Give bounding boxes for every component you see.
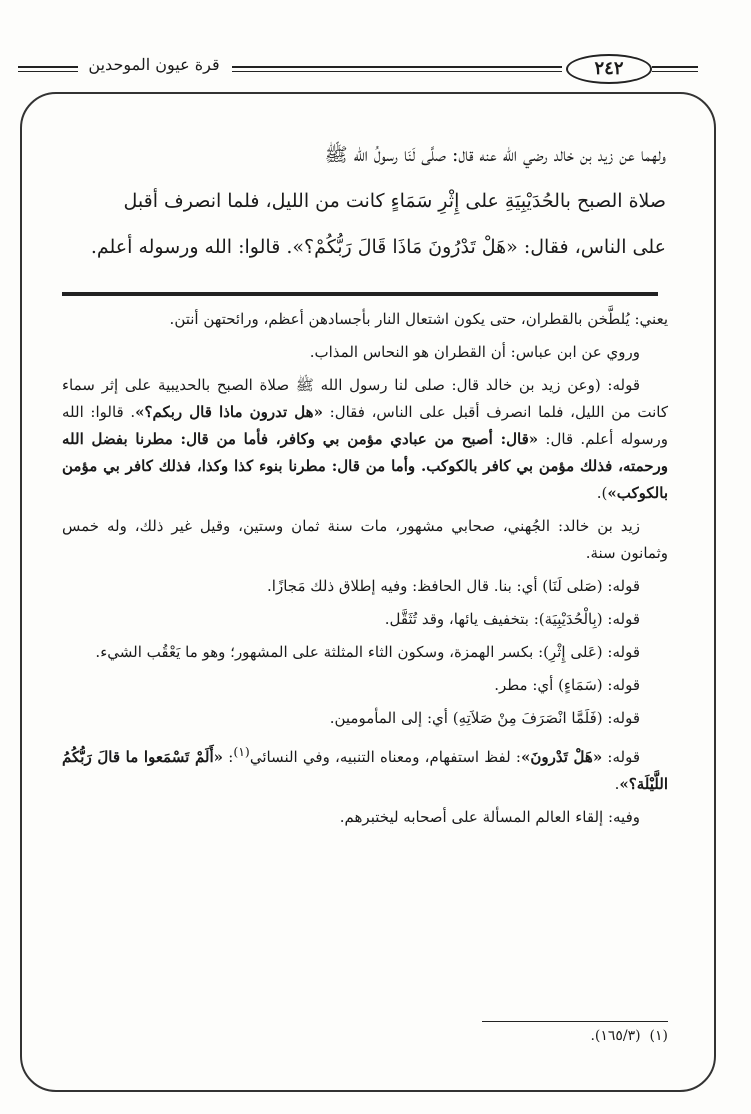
header-rule-right (652, 66, 698, 72)
commentary-paragraph: قوله: (فَلَمَّا انْصَرَفَ مِنْ صَلاَتِهِ) أي: إلى المأمومين. (329, 709, 640, 727)
text-run: قوله: (602, 748, 640, 766)
commentary (62, 306, 668, 837)
bold-quote: «هل تدرون ماذا قال ربكم؟» (135, 403, 323, 421)
commentary-paragraph (62, 738, 668, 798)
text-run: : (223, 748, 234, 766)
text-run: قوله: (وعن زيد بن خالد قال: صلى لنا رسول الله ﷺ صلاة الصبح بالحديبية على إثر سماء كانت من الليل، فلما انصرف أقبل على الناس، فقال: (62, 376, 668, 421)
commentary-paragraph: قوله: (بِالْحُدَيْبِيَة): بتخفيف يائها، وقد تُثَقَّل. (384, 610, 640, 628)
footnote-reference[interactable]: (١) (233, 744, 250, 759)
footnote-marker: (١) (649, 1028, 668, 1044)
hadith-matn (52, 132, 666, 270)
commentary-paragraph: زيد بن خالد: الجُهني، صحابي مشهور، مات سنة ثمان وستين، وقيل غير ذلك، وله خمس وثمانون سنة. (62, 517, 668, 562)
text-run: . (614, 775, 620, 793)
commentary-paragraph: وفيه: إلقاء العالم المسألة على أصحابه ليختبرهم. (339, 808, 640, 826)
commentary-paragraph: يعني: يُلطَّخن بالقطران، حتى يكون اشتعال النار بأجسادهن أعظم، ورائحتهن أنتن. (169, 310, 668, 328)
header-rule-left (18, 66, 78, 72)
commentary-paragraph (62, 372, 668, 507)
running-header-title: قرة عيون الموحدين (88, 55, 220, 74)
matn-line: ولهما عن زيد بن خالد رضي الله عنه قال: صلَّى لَنَا رسولُ الله ﷺ (324, 144, 666, 166)
commentary-paragraph: وروي عن ابن عباس: أن القطران هو النحاس المذاب. (309, 343, 640, 361)
text-run: ). (596, 484, 608, 502)
text-run: : لفظ استفهام، ومعناه التنبيه، وفي النسائي (249, 748, 521, 766)
footnote (482, 1028, 668, 1044)
commentary-paragraph: قوله: (صَلى لَنَا) أي: بنا. قال الحافظ: وفيه إطلاق ذلك مَجازًا. (267, 577, 640, 595)
commentary-paragraph: قوله: (سَمَاءٍ) أي: مطر. (494, 676, 640, 694)
matn-line: صلاة الصبح بالحُدَيْبِيَةِ على إِثْرِ سَمَاءٍ كانت من الليل، فلما انصرف أقبل (123, 190, 666, 212)
text-run: . قالوا: الله ورسوله أعلم. قال: (62, 403, 668, 448)
matn-separator-rule (62, 292, 658, 296)
bold-quote: «أَلَمْ تَسْمَعوا ما قالَ رَبُّكُمُ اللَّيْلَة؟» (62, 748, 668, 793)
commentary-paragraph: قوله: (عَلى إِثْرِ): بكسر الهمزة، وسكون الثاء المثلثة على المشهور؛ وهو ما يَعْقُب الشيء. (95, 643, 640, 661)
bold-quote: «هَلْ تَدْرونَ» (520, 748, 603, 766)
matn-line: على الناس، فقال: «هَلْ تَدْرُونَ مَاذَا قَالَ رَبُّكُمْ؟». قالوا: الله ورسوله أعلم. (90, 236, 666, 258)
footnote-rule (482, 1021, 668, 1022)
page-number: ٢٤٢ (566, 54, 652, 84)
header-rule-middle (232, 66, 562, 72)
footnote-text: (١٦٥/٣). (590, 1028, 641, 1044)
bold-quote: «قال: أصبح من عبادي مؤمن بي وكافر، فأما من قال: مطرنا بفضل الله ورحمته، فذلك مؤمن بي كافر بالكوكب. وأما من قال: مطرنا بنوء كذا وكذا، فذلك كافر بي مؤمن بالكوكب» (62, 430, 668, 502)
